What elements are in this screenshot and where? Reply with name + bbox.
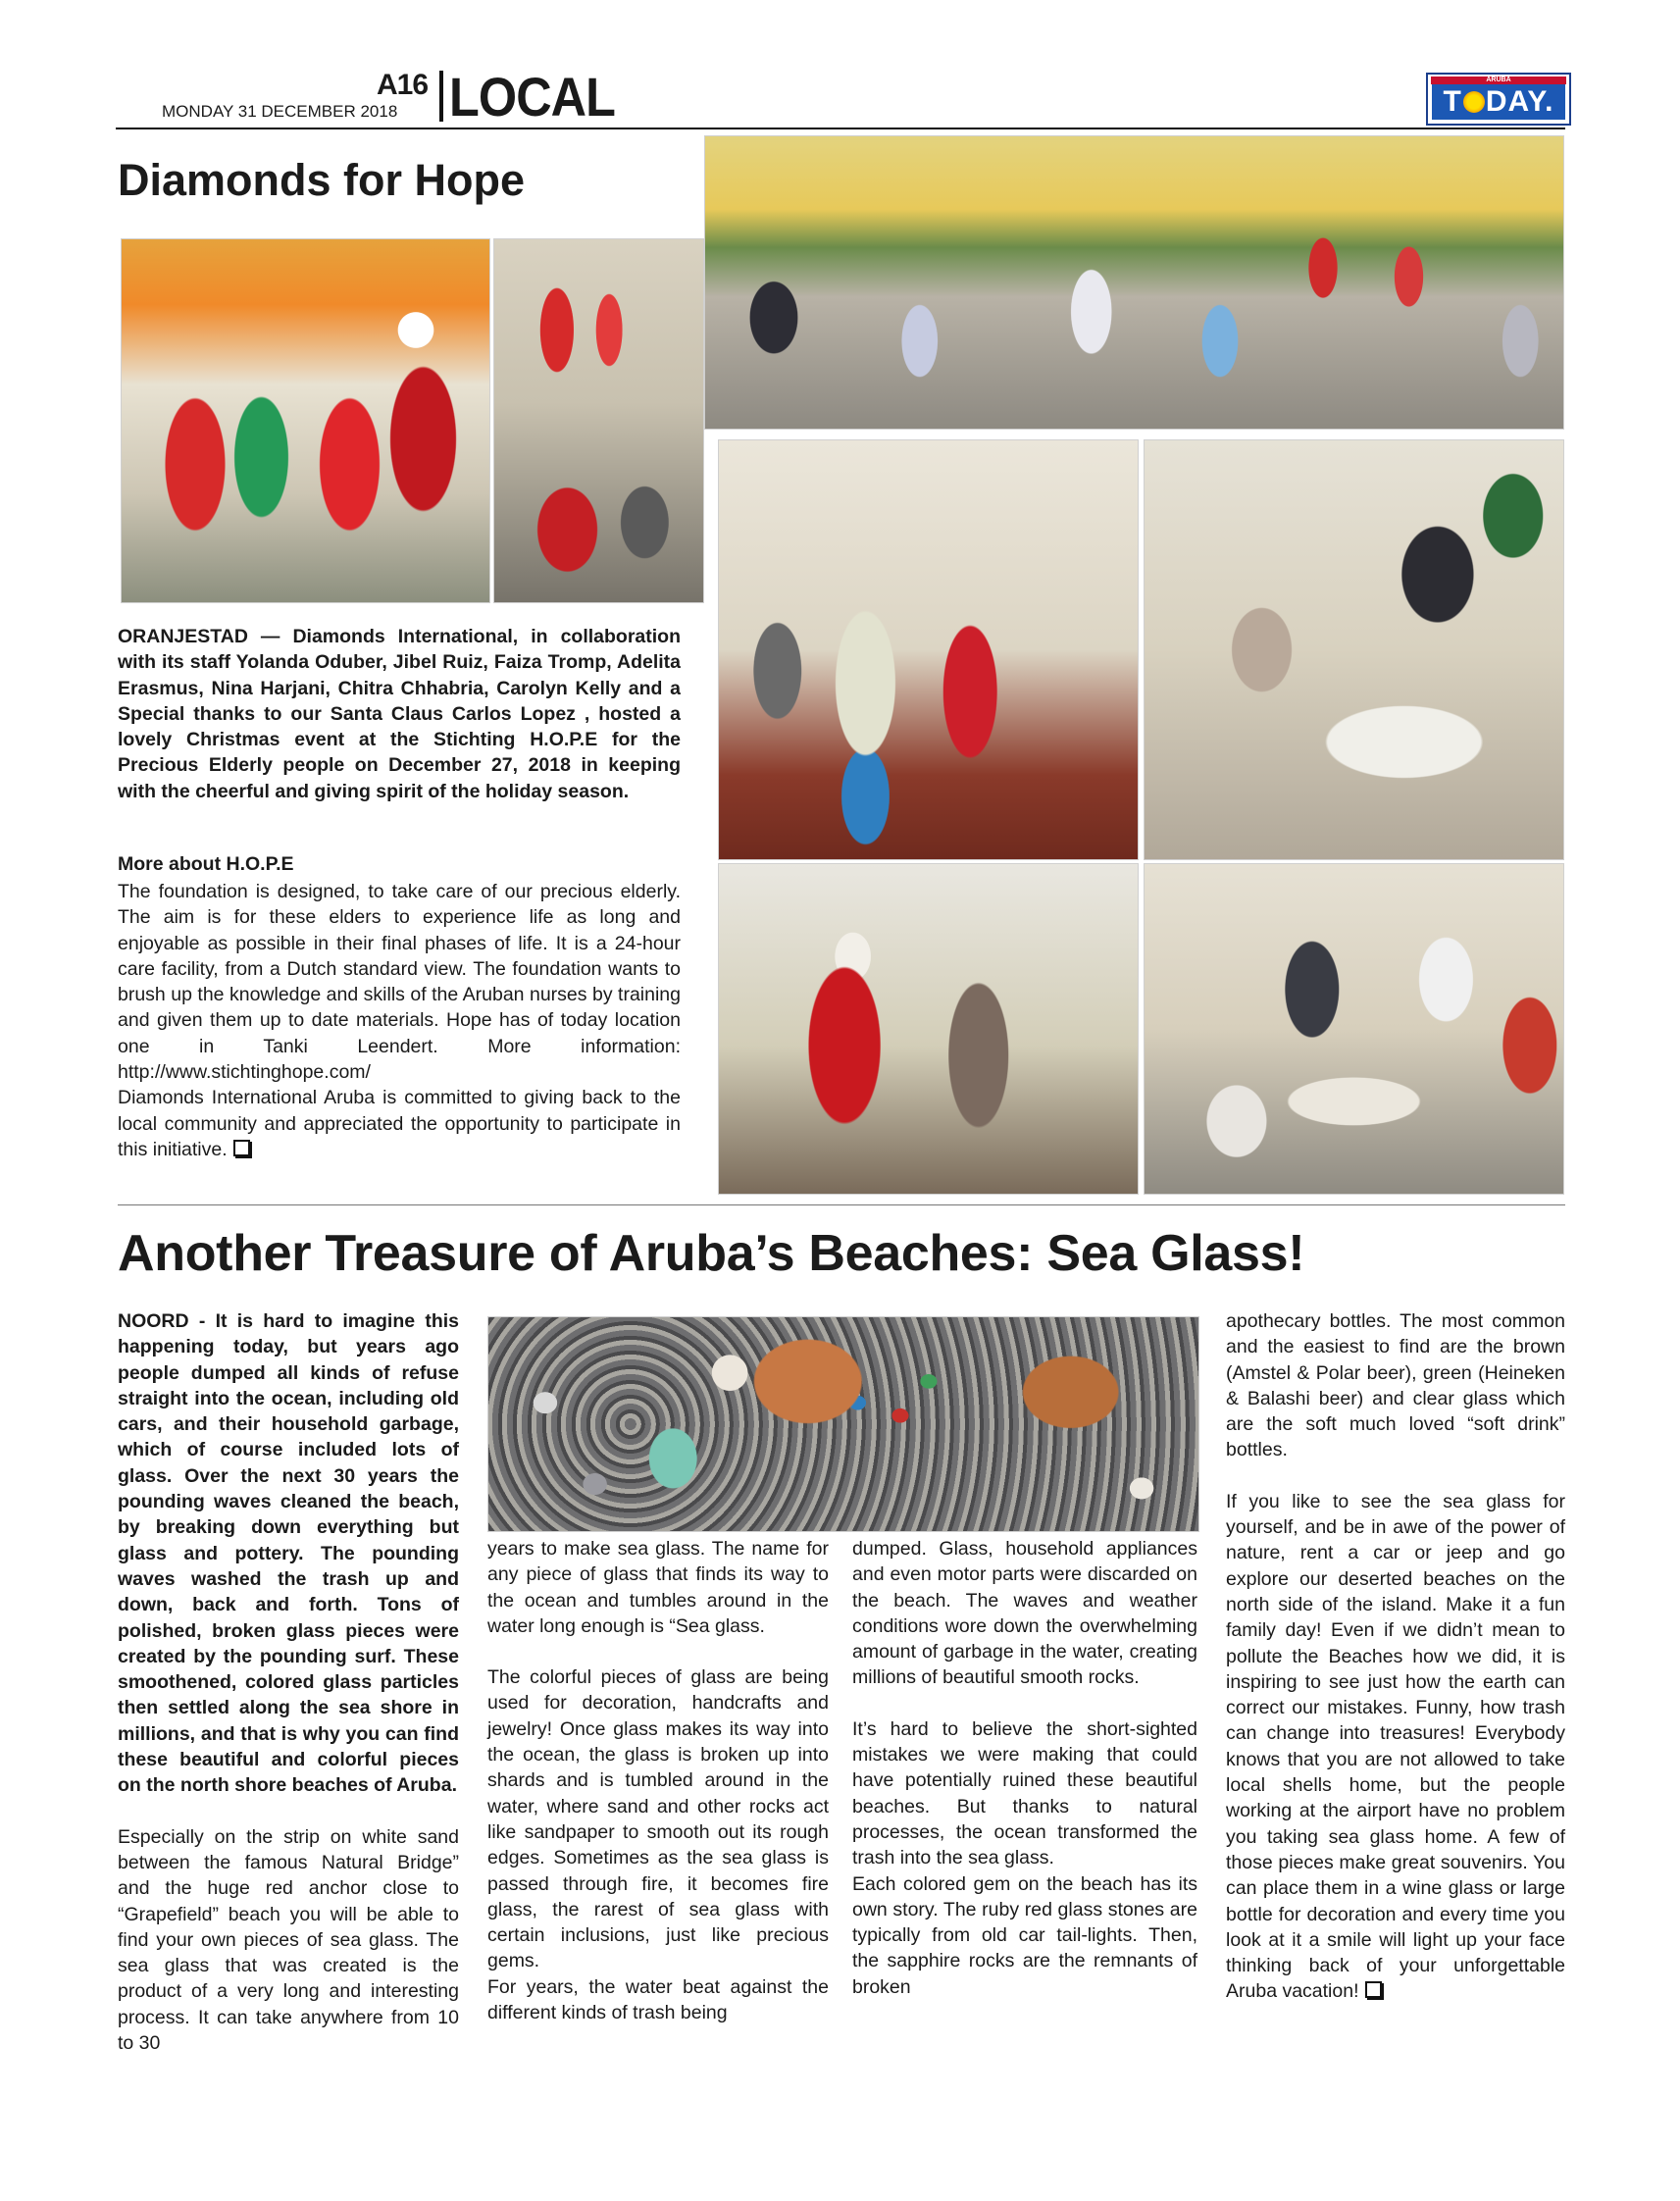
logo-wordmark	[1432, 84, 1565, 120]
article1-subhead: More about H.O.P.E	[118, 853, 294, 875]
article2-paragraph: Each colored gem on the beach has its own story. The ruby red glass stones are typically from old car tail-lights. Then, the sapphire rocks are the remnants of broken	[852, 1872, 1197, 1998]
article2-paragraph: For years, the water beat against the different kinds of trash being	[487, 1975, 829, 2024]
photo-party-table	[1144, 863, 1564, 1195]
photo-santa-greeting	[718, 863, 1139, 1195]
article2-column-3	[852, 1536, 1197, 2000]
article-divider	[118, 1204, 1565, 1205]
article1-paragraph	[118, 1085, 681, 1162]
end-mark-icon	[1365, 1981, 1382, 1998]
newspaper-logo	[1426, 73, 1571, 126]
logo-top-text: ARUBA	[1431, 77, 1566, 84]
article2-paragraph: The colorful pieces of glass are being used for decoration, handcrafts and jewelry! Once glass makes its way into the ocean, the glass is broken up into shards and is tumbled around in the water, where sand and other rocks act like sandpaper to smooth out its rough edges. Sometimes as the sea glass is passed through fire, it becomes fire glass, the rarest of sea glass with certain inclusions, just like precious gems.	[487, 1666, 829, 1972]
article2-column-4	[1226, 1308, 1565, 2005]
article1-body	[118, 879, 681, 1162]
issue-date: MONDAY 31 DECEMBER 2018	[162, 102, 398, 121]
page-number: A16	[377, 69, 429, 101]
photo-dancing	[718, 439, 1139, 860]
logo-word-pre: T	[1443, 85, 1462, 118]
header-rule	[116, 128, 1565, 129]
end-mark-icon	[233, 1140, 250, 1156]
photo-lunch-table	[1144, 439, 1564, 860]
article2-headline: Another Treasure of Aruba’s Beaches: Sea Glass!	[118, 1225, 1305, 1282]
photo-staff-with-santa	[121, 238, 490, 603]
article1-lead: ORANJESTAD — Diamonds International, in collaboration with its staff Yolanda Oduber, Jibel Ruiz, Faiza Tromp, Adelita Erasmus, Nina Harjani, Chitra Chhabria, Carolyn Kelly and a Special thanks to our Santa Claus Carlos Lopez , hosted a lovely Christmas event at the Stichting H.O.P.E for the Precious Elderly people on December 27, 2018 in keeping with the cheerful and giving spirit of the holiday season.	[118, 626, 681, 802]
photo-group-elderly	[704, 135, 1564, 430]
section-title: LOCAL	[449, 66, 616, 128]
sun-icon	[1463, 91, 1485, 113]
article2-paragraph: years to make sea glass. The name for any piece of glass that finds its way to the ocean and tumbles around in the water long enough is “Sea glass.	[487, 1538, 829, 1637]
article2-paragraph	[1226, 1489, 1565, 2005]
article2-closing-text: If you like to see the sea glass for yourself, and be in awe of the power of nature, rent a car or jeep and go explore our deserted beaches on the north side of the island. Make it a fun family day! Even if we didn’t mean to pollute the Beaches how we did, it is inspiring to see just how the earth can correct our mistakes. Funny, how trash can change into treasures! Everybody knows that you are not allowed to take local shells home, but the people working at the airport have no problem you taking sea glass home. A few of those pieces make great souvenirs. You can place them in a wine glass or large bottle for decoration and every time you look at it a smile will light up your face thinking back of your unforgettable Aruba vacation!	[1226, 1490, 1565, 2003]
article2-paragraph: apothecary bottles. The most common and the easiest to find are the brown (Amstel & Polar beer), green (Heineken & Balashi beer) and clear glass which are the soft much loved “soft drink” bottles.	[1226, 1310, 1565, 1461]
article1-paragraph: The foundation is designed, to take care of our precious elderly. The aim is for these elders to experience life as long and enjoyable as possible in their final phases of life. It is a 24-hour care facility, from a Dutch standard view. The foundation wants to brush up the knowledge and skills of the Aruban nurses by training and given them up to date materials. Hope has of today location one in Tanki Leendert. More information: http://www.stichtinghope.com/	[118, 881, 681, 1084]
photo-sea-glass	[487, 1316, 1199, 1532]
photo-santa-with-resident	[493, 238, 704, 603]
article2-paragraph: Especially on the strip on white sand between the famous Natural Bridge” and the huge red anchor close to “Grapefield” beach you will be able to find your own pieces of sea glass. The sea glass that was created is the product of a very long and interesting process. It can take anywhere from 10 to 30	[118, 1825, 459, 2055]
article2-column-1	[118, 1308, 459, 2056]
article2-paragraph: It’s hard to believe the short-sighted mistakes we were making that could have potentially ruined these beautiful beaches. But thanks to natural processes, the ocean transformed the trash into the sea glass.	[852, 1717, 1197, 1869]
article1-closing-text: Diamonds International Aruba is committed to giving back to the local community and appreciated the opportunity to participate in this initiative.	[118, 1087, 681, 1160]
article2-paragraph: dumped. Glass, household appliances and even motor parts were discarded on the beach. The waves and weather conditions wore down the overwhelming amount of garbage in the water, creating millions of beautiful smooth rocks.	[852, 1538, 1197, 1689]
article2-lead: NOORD - It is hard to imagine this happening today, but years ago people dumped all kinds of refuse straight into the ocean, including old cars, and their household garbage, which of course included lots of glass. Over the next 30 years the pounding waves cleaned the beach, by breaking down everything but glass and pottery. The pounding waves washed the trash up and down, back and forth. Tons of polished, broken glass pieces were created by the pounding surf. These smoothened, colored glass particles then settled along the sea shore in millions, and that is why you can find these beautiful and colorful pieces on the north shore beaches of Aruba.	[118, 1310, 459, 1797]
article2-column-2	[487, 1536, 829, 2025]
article1-headline: Diamonds for Hope	[118, 155, 526, 205]
logo-word-post: DAY.	[1485, 85, 1554, 118]
section-divider	[439, 71, 443, 122]
